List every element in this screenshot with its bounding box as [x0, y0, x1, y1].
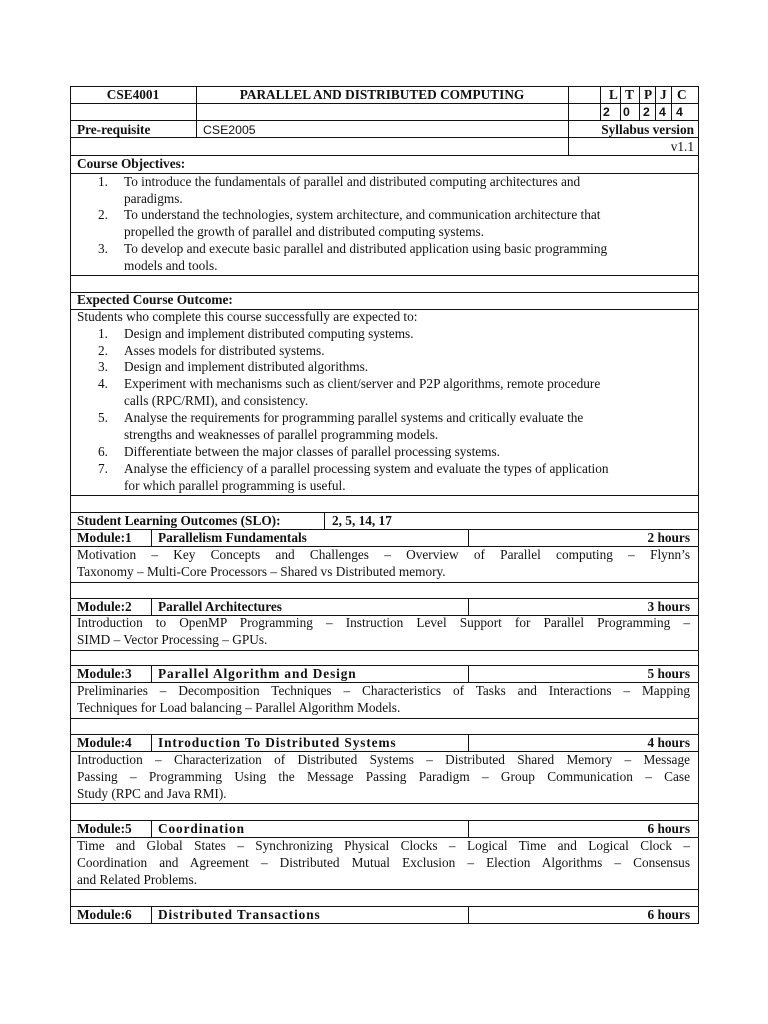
- module-title: Parallel Architectures: [158, 599, 282, 614]
- outcome-number: 5.: [98, 410, 108, 425]
- objective-text: To develop and execute basic parallel and distributed application using basic programming: [124, 241, 608, 256]
- module-content: SIMD – Vector Processing – GPUs.: [77, 632, 268, 647]
- module-label: Module:5: [77, 821, 132, 836]
- module-title: Parallel Algorithm and Design: [158, 666, 357, 681]
- outcome-text: Analyse the efficiency of a parallel processing system and evaluate the types of application: [124, 461, 609, 476]
- rule: [70, 86, 71, 923]
- rule: [620, 86, 621, 120]
- rule: [324, 512, 325, 529]
- module-content: Introduction to OpenMP Programming – Instruction Level Support for Parallel Programming –: [77, 615, 690, 630]
- ltpjc-label: C: [677, 87, 687, 102]
- rule: [655, 86, 656, 120]
- rule: [70, 923, 699, 924]
- module-content: Introduction – Characterization of Distributed Systems – Distributed Shared Memory – Message: [77, 752, 690, 767]
- rule: [151, 906, 152, 923]
- objective-number: 3.: [98, 241, 108, 256]
- course-code: CSE4001: [106, 87, 160, 102]
- module-content: Taxonomy – Multi-Core Processors – Shared vs Distributed memory.: [77, 564, 446, 579]
- rule: [70, 650, 699, 651]
- rule: [151, 665, 152, 682]
- module-title: Parallelism Fundamentals: [158, 530, 307, 545]
- module-hours: 6 hours: [647, 907, 690, 922]
- objective-number: 2.: [98, 207, 108, 222]
- rule: [151, 529, 152, 546]
- ltpjc-label: J: [660, 87, 667, 102]
- module-content: and Related Problems.: [77, 872, 198, 887]
- rule: [70, 718, 699, 719]
- outcome-number: 3.: [98, 359, 108, 374]
- module-content: Passing – Programming Using the Message Passing Paradigm – Group Communication – Case: [77, 769, 690, 784]
- objective-text: models and tools.: [124, 258, 218, 273]
- outcomes-intro: Students who complete this course successfully are expected to:: [77, 309, 418, 324]
- outcome-text: Experiment with mechanisms such as client/server and P2P algorithms, remote procedure: [124, 376, 601, 391]
- ltpjc-label: P: [644, 87, 653, 102]
- outcome-number: 7.: [98, 461, 108, 476]
- slo-label: Student Learning Outcomes (SLO):: [77, 513, 281, 528]
- module-content: Techniques for Load balancing – Parallel Algorithm Models.: [77, 700, 401, 715]
- rule: [151, 598, 152, 615]
- rule: [70, 495, 699, 496]
- outcome-number: 2.: [98, 343, 108, 358]
- slo-value: 2, 5, 14, 17: [332, 513, 392, 528]
- outcome-number: 6.: [98, 444, 108, 459]
- syllabus-version-label: Syllabus version: [601, 122, 694, 137]
- objective-number: 1.: [98, 174, 108, 189]
- module-label: Module:3: [77, 666, 132, 681]
- rule: [639, 86, 640, 120]
- module-content: Motivation – Key Concepts and Challenges – Overview of Parallel computing – Flynn’s: [77, 547, 690, 562]
- module-hours: 4 hours: [647, 735, 690, 750]
- syllabus-version-value: v1.1: [670, 139, 694, 154]
- module-content: Preliminaries – Decomposition Techniques – Characteristics of Tasks and Interactions – Mapping: [77, 683, 690, 698]
- module-hours: 3 hours: [647, 599, 690, 614]
- course-title: PARALLEL AND DISTRIBUTED COMPUTING: [239, 87, 525, 102]
- rule: [151, 734, 152, 751]
- module-label: Module:2: [77, 599, 132, 614]
- outcome-text: Asses models for distributed systems.: [124, 343, 325, 358]
- module-title: Introduction To Distributed Systems: [158, 735, 397, 750]
- outcome-text: Design and implement distributed algorithms.: [124, 359, 369, 374]
- module-hours: 5 hours: [647, 666, 690, 681]
- rule: [70, 803, 699, 804]
- outcome-text: calls (RPC/RMI), and consistency.: [124, 393, 309, 408]
- module-label: Module:1: [77, 530, 132, 545]
- outcome-number: 1.: [98, 326, 108, 341]
- module-content: Time and Global States – Synchronizing Physical Clocks – Logical Time and Logical Clock –: [77, 838, 690, 853]
- ltpjc-value: 4: [676, 105, 683, 119]
- rule: [70, 889, 699, 890]
- prereq-value: CSE2005: [203, 123, 256, 137]
- module-label: Module:4: [77, 735, 132, 750]
- outcomes-heading: Expected Course Outcome:: [77, 292, 233, 307]
- outcome-text: Analyse the requirements for programming parallel systems and critically evaluate the: [124, 410, 584, 425]
- outcome-text: Differentiate between the major classes of parallel processing systems.: [124, 444, 501, 459]
- ltpjc-value: 4: [659, 105, 666, 119]
- objectives-heading: Course Objectives:: [77, 156, 186, 171]
- outcome-text: Design and implement distributed computing systems.: [124, 326, 414, 341]
- rule: [70, 275, 699, 276]
- module-hours: 6 hours: [647, 821, 690, 836]
- rule: [698, 86, 699, 923]
- ltpjc-value: 2: [643, 105, 650, 119]
- outcome-number: 4.: [98, 376, 108, 391]
- ltpjc-value: 0: [623, 105, 630, 119]
- ltpjc-label: T: [625, 87, 634, 102]
- outcome-text: for which parallel programming is useful.: [124, 478, 346, 493]
- module-hours: 2 hours: [647, 530, 690, 545]
- rule: [600, 86, 601, 120]
- objective-text: propelled the growth of parallel and distributed computing systems.: [124, 224, 485, 239]
- rule: [671, 86, 672, 120]
- module-title: Distributed Transactions: [158, 907, 321, 922]
- objective-text: To understand the technologies, system architecture, and communication architecture that: [124, 207, 601, 222]
- rule: [70, 582, 699, 583]
- module-title: Coordination: [158, 821, 245, 836]
- module-content: Coordination and Agreement – Distributed Mutual Exclusion – Election Algorithms – Consensus: [77, 855, 690, 870]
- ltpjc-value: 2: [603, 105, 610, 119]
- outcome-text: strengths and weaknesses of parallel programming models.: [124, 427, 439, 442]
- module-content: Study (RPC and Java RMI).: [77, 786, 227, 801]
- prereq-label: Pre-requisite: [77, 122, 151, 137]
- rule: [151, 820, 152, 837]
- objective-text: To introduce the fundamentals of parallel and distributed computing architectures and: [124, 174, 581, 189]
- objective-text: paradigms.: [124, 191, 183, 206]
- ltpjc-label: L: [609, 87, 618, 102]
- module-label: Module:6: [77, 907, 132, 922]
